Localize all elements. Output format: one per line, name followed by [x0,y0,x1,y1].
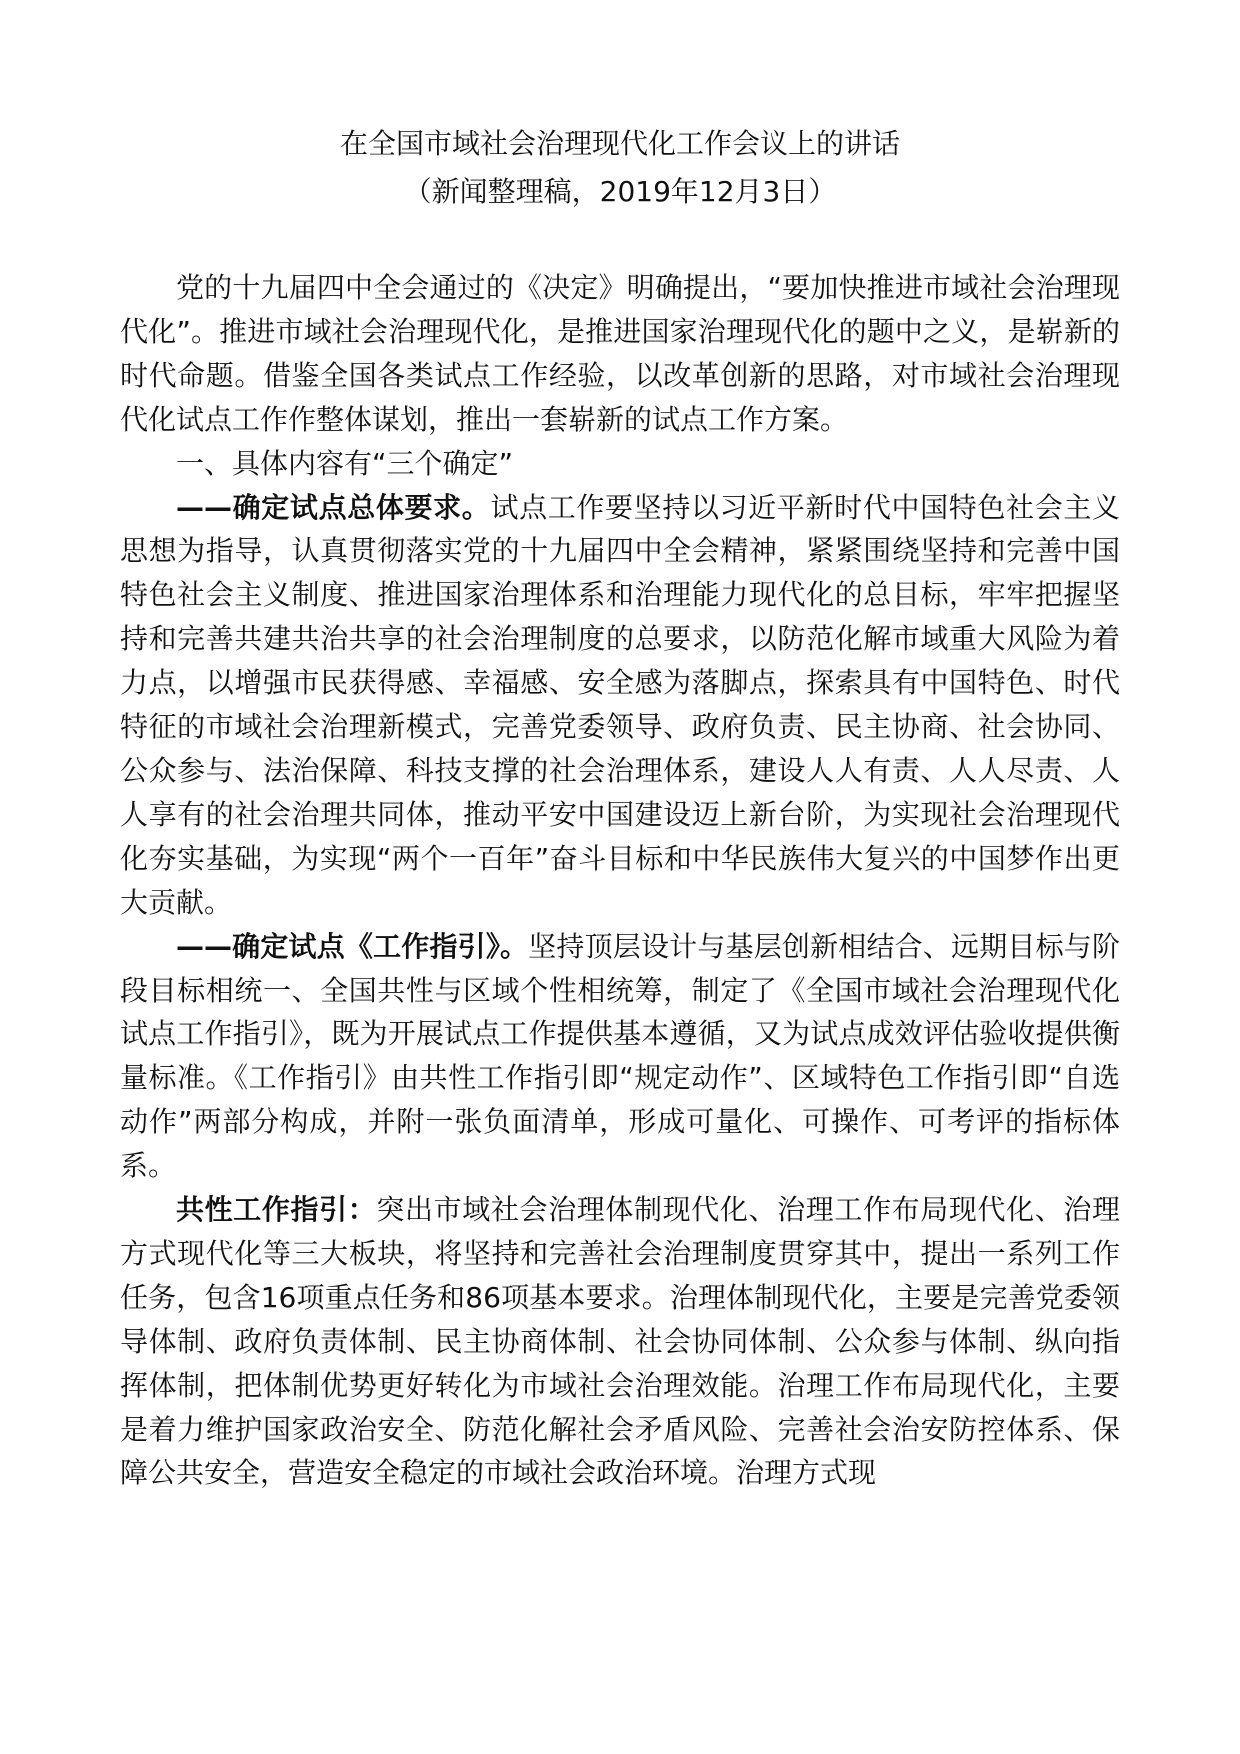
section-heading [120,442,1120,486]
document-subtitle: （新闻整理稿，2019年12月3日） [403,175,837,208]
document-title: 在全国市域社会治理现代化工作会议上的讲话 [339,127,900,160]
paragraph-text: 党的十九届四中全会通过的《决定》明确提出，“要加快推进市域社会治理现代化”。推进市域社会治理现代化，是推进国家治理现代化的题中之义，是崭新的时代命题。借鉴全国各类试点工作经验，以改革创新的思路，对市域社会治理现代化试点工作作整体谋划，推出一套崭新的试点工作方案。 [120,271,1120,436]
paragraph-text: 坚持顶层设计与基层创新相结合、远期目标与阶段目标相统一、全国共性与区域个性相统筹，制定了《全国市域社会治理现代化试点工作指引》，既为开展试点工作提供基本遵循，又为试点成效评估验收提供衡量标准。《工作指引》由共性工作指引即“规定动作”、区域特色工作指引即“自选动作”两部分构成，并附一张负面清单，形成可量化、可操作、可考评的指标体系。 [120,929,1120,1183]
document-body [120,266,1120,1495]
paragraph-text: 突出市域社会治理体制现代化、治理工作布局现代化、治理方式现代化等三大板块，将坚持和完善社会治理制度贯穿其中，提出一系列工作任务，包含16项重点任务和86项基本要求。治理体制现代化，主要是完善党委领导体制、政府负责体制、民主协商体制、社会协同体制、公众参与体制、纵向指挥体制，把体制优势更好转化为市域社会治理效能。治理工作布局现代化，主要是着力维护国家政治安全、防范化解社会矛盾风险、完善社会治安防控体系、保障公共安全，营造安全稳定的市域社会政治环境。治理方式现 [120,1193,1120,1490]
paragraph [120,266,1120,442]
paragraph-lead: ——确定试点总体要求。 [176,490,491,524]
paragraph [120,1188,1120,1495]
paragraph-lead: 共性工作指引： [176,1193,377,1227]
paragraph [120,486,1120,925]
paragraph-text: 一、具体内容有“三个确定” [176,446,514,480]
paragraph-lead: ——确定试点《工作指引》。 [176,929,529,963]
paragraph-text: 试点工作要坚持以习近平新时代中国特色社会主义思想为指导，认真贯彻落实党的十九届四中全会精神，紧紧围绕坚持和完善中国特色社会主义制度、推进国家治理体系和治理能力现代化的总目标，牢牢把握坚持和完善共建共治共享的社会治理制度的总要求，以防范化解市域重大风险为着力点，以增强市民获得感、幸福感、安全感为落脚点，探索具有中国特色、时代特征的市域社会治理新模式，完善党委领导、政府负责、民主协商、社会协同、公众参与、法治保障、科技支撑的社会治理体系，建设人人有责、人人尽责、人人享有的社会治理共同体，推动平安中国建设迈上新台阶，为实现社会治理现代化夯实基础，为实现“两个一百年”奋斗目标和中华民族伟大复兴的中国梦作出更大贡献。 [120,490,1120,919]
paragraph [120,925,1120,1188]
